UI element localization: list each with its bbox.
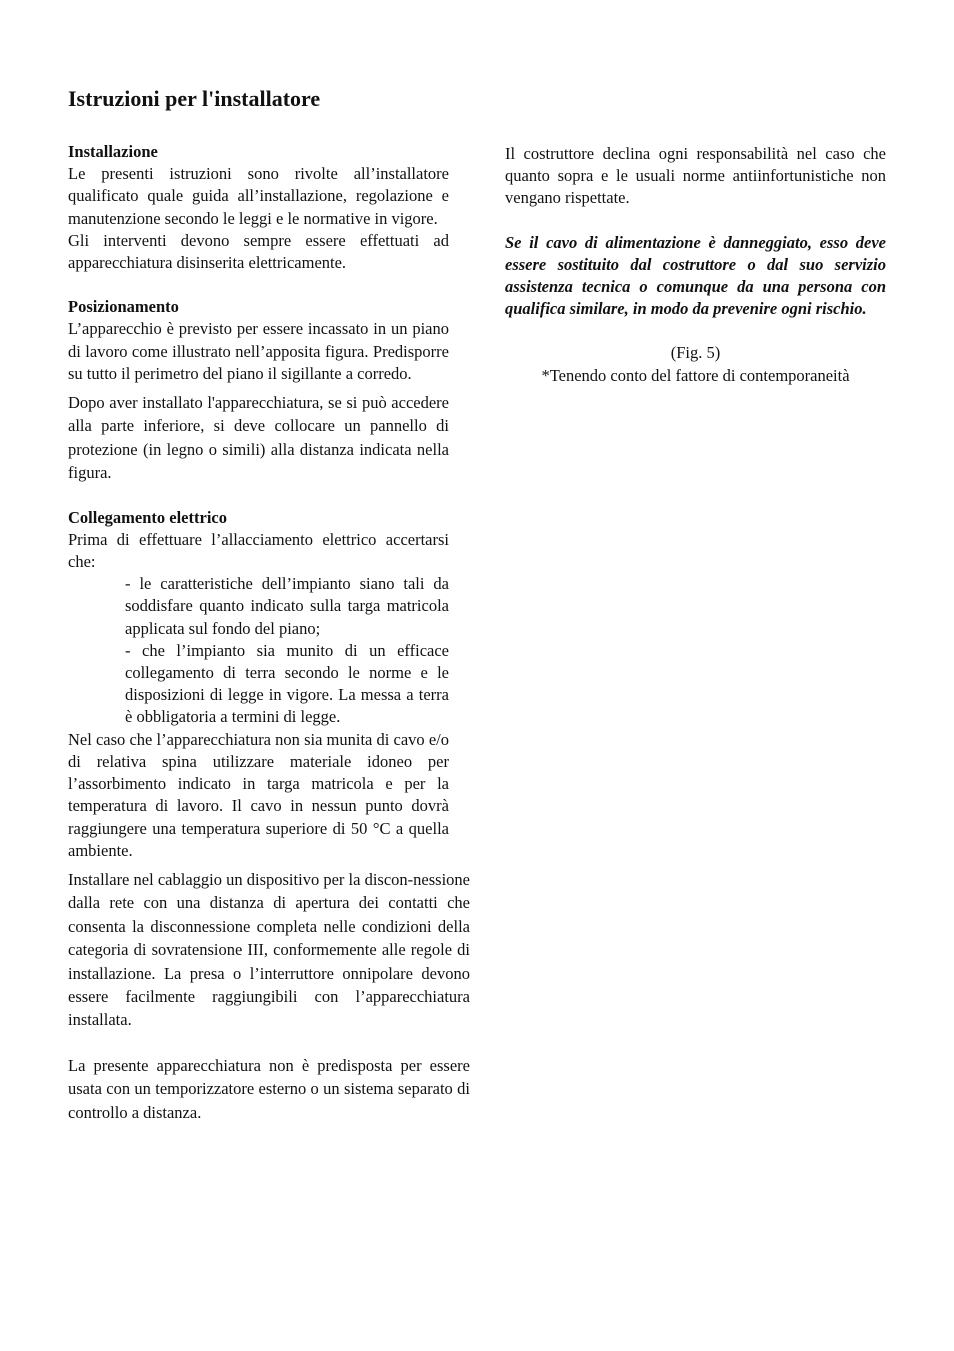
installazione-paragraph-2: Gli interventi devono sempre essere effettuati ad apparecchiatura disinserita elettricamente. <box>68 230 449 273</box>
collegamento-timer-paragraph: La presente apparecchiatura non è predisposta per essere usata con un temporizzatore esterno o un sistema separato di controllo a distanza. <box>68 1055 470 1122</box>
collegamento-intro: Prima di effettuare l’allacciamento elettrico accertarsi che: <box>68 529 449 572</box>
figure-caption: (Fig. 5) <box>670 343 721 363</box>
left-column <box>68 141 470 1124</box>
right-column <box>505 143 886 387</box>
collegamento-dispositivo-paragraph: Installare nel cablaggio un dispositivo per la discon-nessione dalla rete con una distanza di apertura dei contatti che consenta la disconnessione completa nelle condizioni della categoria di sovratensione III, conformemente alle regole di installazione. La presa o l’interruttore onnipolare devono essere facilmente raggiungibili con l’apparecchiatura installata. <box>68 869 470 1030</box>
section-heading-posizionamento: Posizionamento <box>68 297 179 317</box>
collegamento-list-item-1: - le caratteristiche dell’impianto siano tali da soddisfare quanto indicato sulla targa matricola applicata sul fondo del piano; <box>125 574 449 638</box>
responsabilita-paragraph: Il costruttore declina ogni responsabilità nel caso che quanto sopra e le usuali norme antiinfortunistiche non vengano rispettate. <box>505 144 886 208</box>
cavo-danneggiato-warning: Se il cavo di alimentazione è danneggiato, esso deve essere sostituito dal costruttore o dal suo servizio assistenza tecnica o comunque da una persona con qualifica similare, in modo da prevenire ogni rischio. <box>505 232 886 319</box>
page-title: Istruzioni per l'installatore <box>68 86 321 111</box>
posizionamento-paragraph-2: Dopo aver installato l'apparecchiatura, se si può accedere alla parte inferiore, si deve collocare un pannello di protezione (in legno o simili) alla distanza indicata nella figura. <box>68 393 449 483</box>
section-heading-installazione: Installazione <box>68 142 158 161</box>
posizionamento-paragraph-1: L’apparecchio è previsto per essere incassato in un piano di lavoro come illustrato nell’apposita figura. Predisporre su tutto il perimetro del piano il sigillante a corredo. <box>68 319 449 383</box>
figure-note: *Tenendo conto del fattore di contemporaneità <box>541 365 850 385</box>
collegamento-cavo-paragraph: Nel caso che l’apparecchiatura non sia munita di cavo e/o di relativa spina utilizzare materiale idoneo per l’assorbimento indicato in targa matricola e per la temperatura di lavoro. Il cavo in nessun punto dovrà raggiungere una temperatura superiore di 50 °C a quella ambiente. <box>68 729 449 860</box>
installazione-paragraph-1: Le presenti istruzioni sono rivolte all’installatore qualificato quale guida all’installazione, regolazione e manutenzione secondo le leggi e le normative in vigore. <box>68 164 449 228</box>
section-heading-collegamento: Collegamento elettrico <box>68 507 227 527</box>
collegamento-list-item-2: - che l’impianto sia munito di un efficace collegamento di terra secondo le norme e le disposizioni di legge in vigore. La messa a terra è obbligatoria a termini di legge. <box>125 640 449 727</box>
